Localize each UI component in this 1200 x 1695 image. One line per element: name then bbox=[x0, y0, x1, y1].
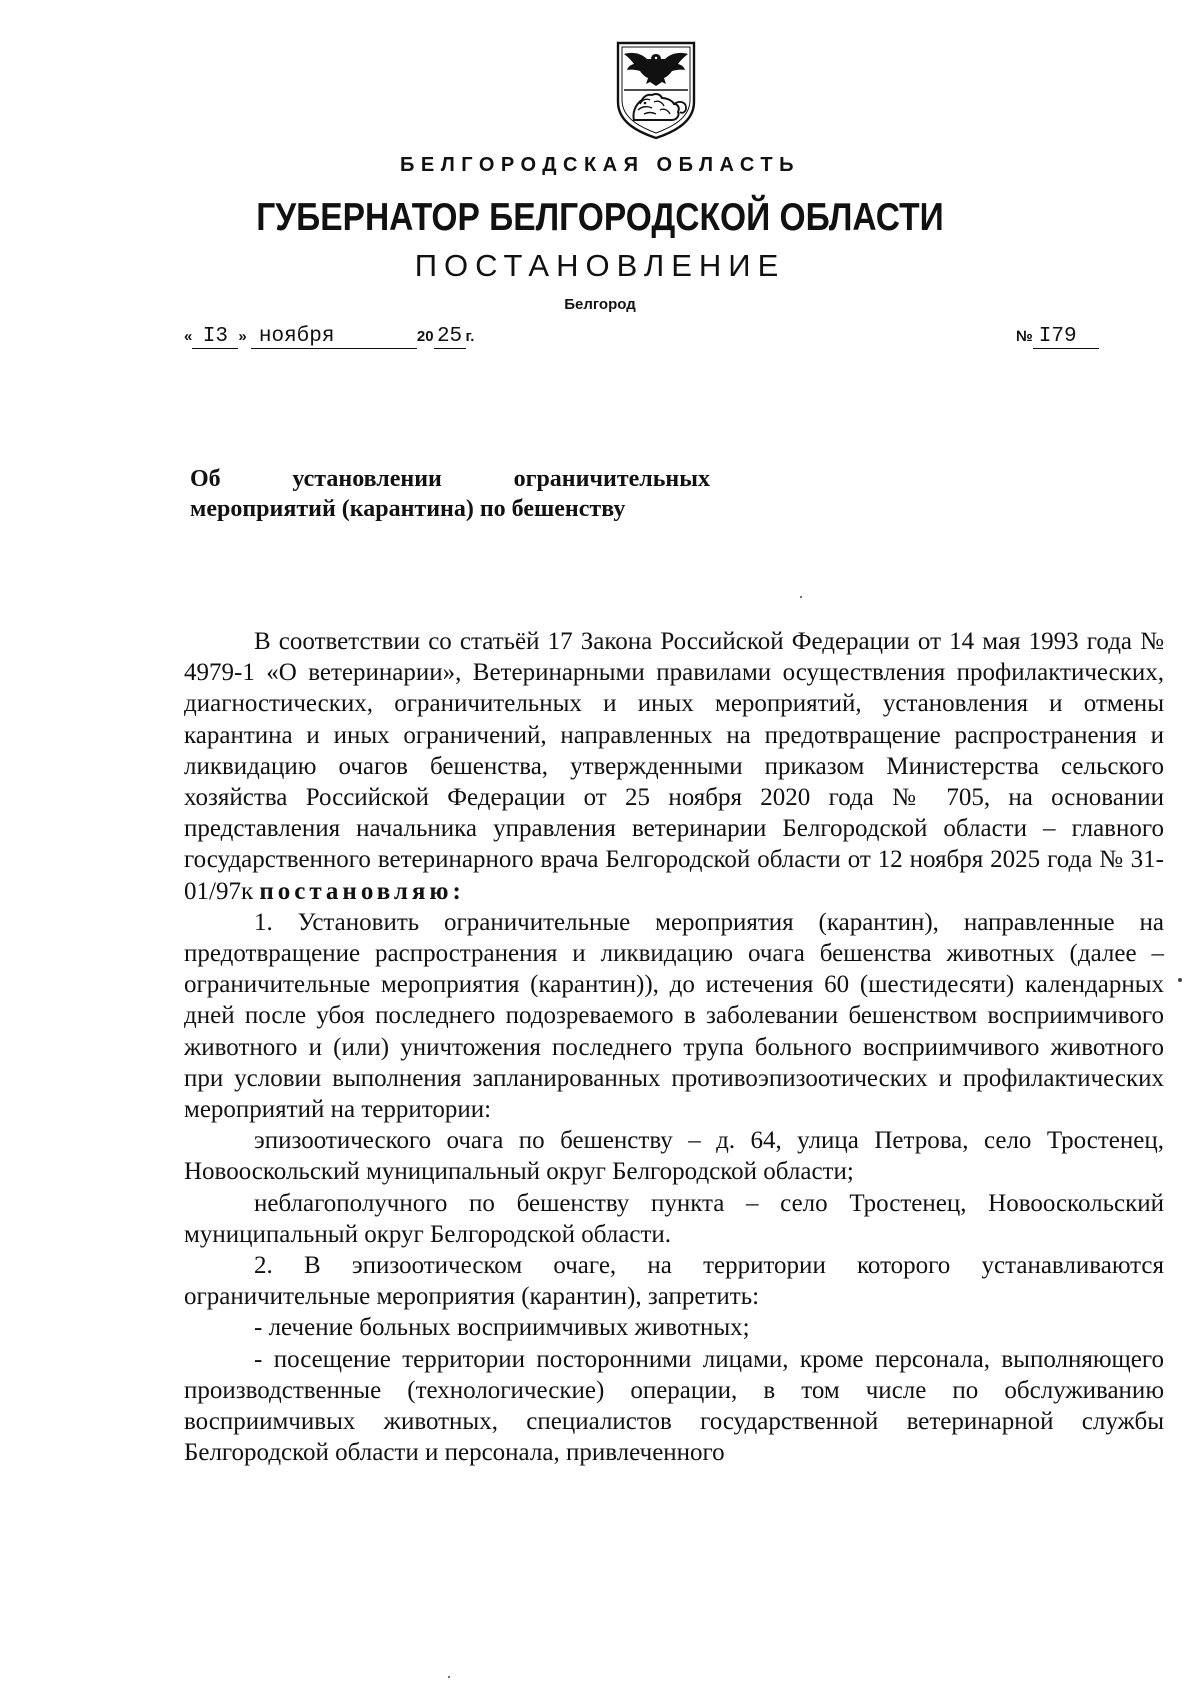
title-line-1: Об установлении ограничительных bbox=[190, 466, 710, 492]
scan-speck bbox=[800, 596, 802, 598]
paragraph-2: 2. В эпизоотическом очаге, на территории которого устанавливаются ограничительные мероприятия (карантин), запретить: bbox=[184, 1252, 1164, 1311]
number-value: I79 bbox=[1033, 326, 1099, 349]
city-name: Белгород bbox=[564, 296, 636, 313]
coat-of-arms-icon bbox=[614, 40, 698, 140]
paragraph-focus: эпизоотического очага по бешенству – д. 64, улица Петрова, село Тростенец, Новооскольский муниципальный округ Белгородской области; bbox=[184, 1127, 1164, 1186]
document-body bbox=[184, 626, 1164, 1468]
number-label: № bbox=[1016, 328, 1033, 345]
preamble-text: В соответствии со статьёй 17 Закона Российской Федерации от 14 мая 1993 года № 4979-1 «О ветеринарии», Ветеринарными правилами осуществления профилактических, диагностических, ограничительных и иных мероприятий, установления и отмены карантина и иных ограничений, направленных на предотвращение распространения и ликвидацию очагов бешенства, утвержденными приказом Министерства сельского хозяйства Российской Федерации от 25 ноября 2020 года № 705, на основании представления начальника управления ветеринарии Белгородской области – главного государственного ветеринарного врача Белгородской области от 12 ноября 2025 года № 31-01/97к bbox=[184, 628, 1164, 905]
date-year-suffix: 25 bbox=[434, 326, 466, 349]
date-open-quote: « bbox=[184, 328, 193, 345]
governor-heading: ГУБЕРНАТОР БЕЛГОРОДСКОЙ ОБЛАСТИ bbox=[256, 196, 944, 239]
paragraph-1: 1. Установить ограничительные мероприятия (карантин), направленные на предотвращение распространения и ликвидацию очага бешенства животных (далее – ограничительные мероприятия (карантин)), до истечения 60 (шестидесяти) календарных дней после убоя последнего подозреваемого в заболевании бешенством восприимчивого животного и (или) уничтожения последнего трупа больного восприимчивого животного при условии выполнения запланированных противоэпизоотических и профилактических мероприятий на территории: bbox=[184, 908, 1164, 1124]
list-item: - посещение территории посторонними лицами, кроме персонала, выполняющего производственные (технологические) операции, в том числе по обслуживанию восприимчивых животных, специалистов государственной ветеринарной службы Белгородской области и персонала, привлеченного bbox=[184, 1345, 1164, 1467]
document-type: ПОСТАНОВЛЕНИЕ bbox=[414, 248, 786, 283]
resolve-word: постановляю: bbox=[259, 877, 465, 905]
scan-speck bbox=[448, 1676, 450, 1678]
date-day: I3 bbox=[192, 326, 238, 349]
title-line-2: мероприятий (карантина) по бешенству bbox=[190, 496, 626, 522]
date-year-mark: г. bbox=[465, 328, 475, 345]
paragraph-point: неблагополучного по бешенству пункта – село Тростенец, Новооскольский муниципальный округ Белгородской области. bbox=[184, 1189, 1164, 1248]
paragraph-preamble bbox=[184, 626, 1164, 907]
region-name: БЕЛГОРОДСКАЯ ОБЛАСТЬ bbox=[400, 154, 800, 176]
document-title bbox=[190, 464, 710, 524]
date-month: ноября bbox=[251, 326, 417, 349]
scan-speck bbox=[1178, 978, 1182, 982]
date-close-quote: » bbox=[238, 328, 247, 345]
list-item: - лечение больных восприимчивых животных; bbox=[254, 1314, 750, 1342]
document-number bbox=[1016, 326, 1099, 349]
date-year-prefix: 20 bbox=[416, 328, 434, 345]
document-date bbox=[184, 326, 474, 349]
